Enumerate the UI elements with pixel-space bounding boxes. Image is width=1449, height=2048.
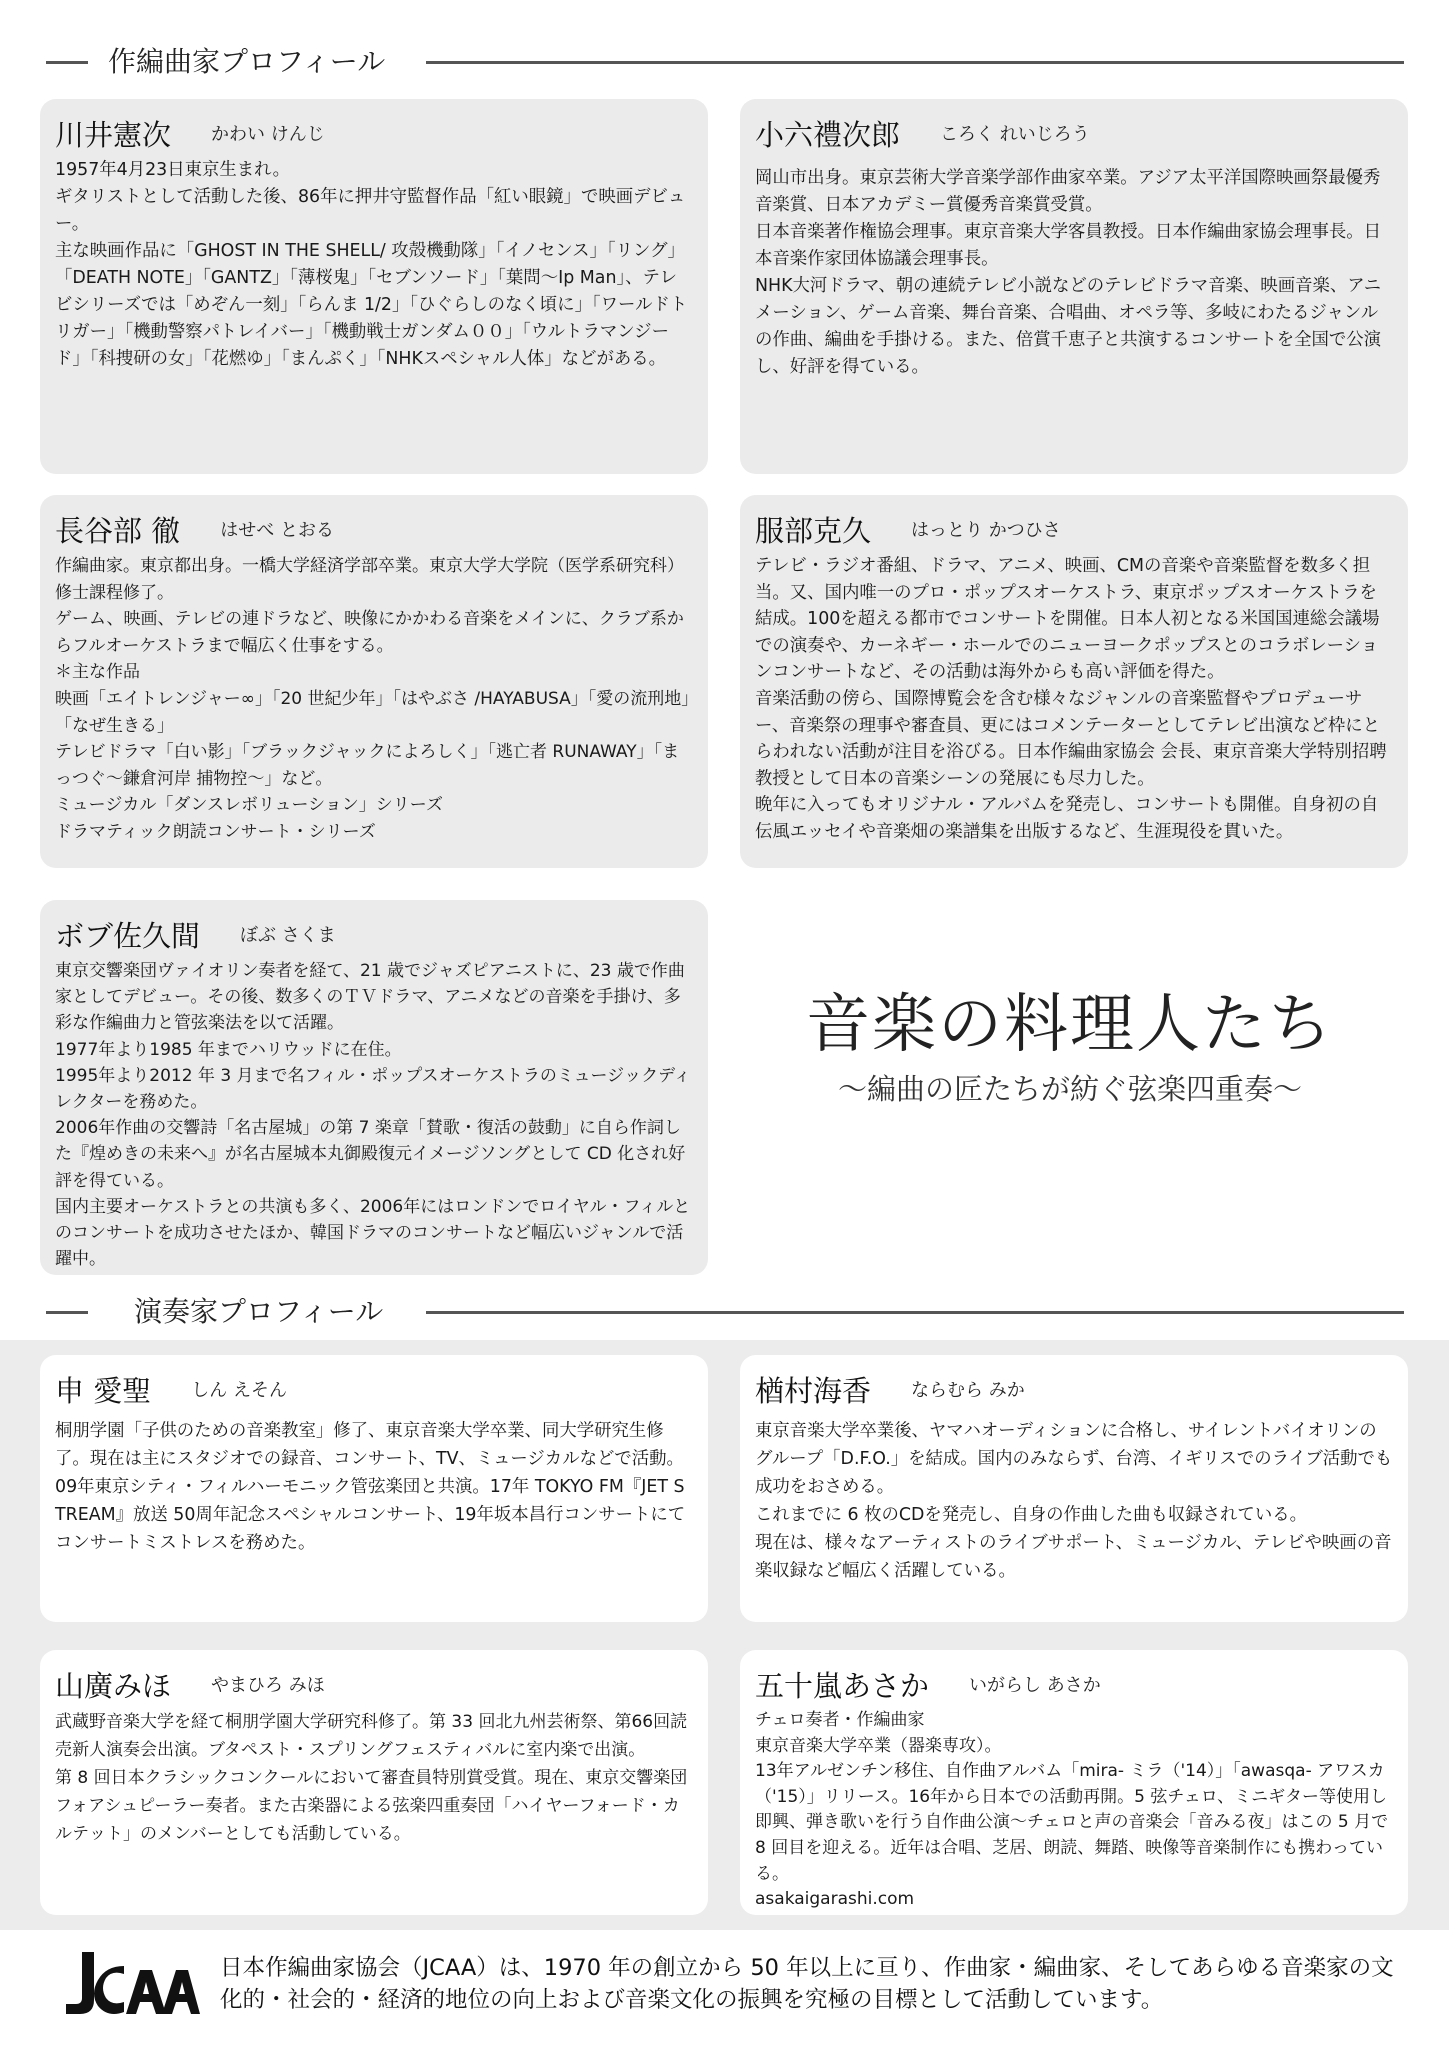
bio-paragraph: 東京音楽大学卒業後、ヤマハオーディションに合格し、サイレントバイオリンのグループ「D.F.O.」を結成。国内のみならず、台湾、イギリスでのライブ活動でも成功をおさめる。 <box>755 1421 1393 1497</box>
profile-name: ボブ佐久間 <box>55 919 201 953</box>
profile-kana: はっとり かつひさ <box>911 520 1061 541</box>
bio-paragraph: 1957年4月23日東京生まれ。 <box>55 160 291 180</box>
bio-paragraph: 第 8 回日本クラシックコンクールにおいて審査員特別賞受賞。現在、東京交響楽団フォアシュピーラー奏者。また古楽器による弦楽四重奏団「ハイヤーフォード・カルテット」のメンバーとしても活動している。 <box>55 1768 688 1844</box>
bio-paragraph: 現在は、様々なアーティストのライブサポート、ミュージカル、テレビや映画の音楽収録など幅広く活躍している。 <box>755 1533 1392 1581</box>
profile-name: 五十嵐あさか <box>755 1669 930 1703</box>
bio-paragraph: 主な映画作品に「GHOST IN THE SHELL/ 攻殻機動隊」「イノセンス」「リング」「DEATH NOTE」「GANTZ」「薄桜鬼」「セブンソード」「葉問〜Ip Man」、テレビシリーズでは「めぞん一刻」「らんま 1/2」「ひぐらしのなく頃に」「ワールドトリガー」「機動警察パトレイバー」「機動戦士ガンダム００」「ウルトラマンジード」「科捜研の女」「花燃ゆ」「まんぷく」「NHKスペシャル人体」などがある。 <box>55 241 688 369</box>
profile-bio <box>755 553 1394 846</box>
profile-kana: ぼぶ さくま <box>240 925 336 946</box>
bio-paragraph: 晩年に入ってもオリジナル・アルバムを発売し、コンサートも開催。自身初の自伝風エッセイや音楽畑の楽譜集を出版するなど、生涯現役を貫いた。 <box>755 795 1379 842</box>
profile-name: 服部克久 <box>755 514 872 548</box>
bio-paragraph: ドラマティック朗読コンサート・シリーズ <box>55 821 376 842</box>
profile-kana: かわい けんじ <box>211 124 325 145</box>
jcaa-logo <box>60 1948 200 2020</box>
profile-card-naramura <box>740 1355 1408 1622</box>
composers-section-header <box>46 42 1404 82</box>
profile-bio <box>55 157 694 373</box>
bio-paragraph: 1977年より1985 年までハリウッドに在住。 <box>55 1039 402 1060</box>
bio-paragraph: 岡山市出身。東京芸術大学音楽学部作曲家卒業。アジア太平洋国際映画祭最優秀音楽賞、日本アカデミー賞優秀音楽賞受賞。 <box>755 168 1381 215</box>
bio-paragraph: 国内主要オーケストラとの共演も多く、2006年にはロンドンでロイヤル・フィルとのコンサートを成功させたほか、韓国ドラマのコンサートなど幅広いジャンルで活躍中。 <box>55 1196 691 1270</box>
bio-paragraph: チェロ奏者・作編曲家 <box>755 1710 925 1730</box>
footer-description: 日本作編曲家協会（JCAA）は、1970 年の創立から 50 年以上に亘り、作曲家・編曲家、そしてあらゆる音楽家の文化的・社会的・経済的地位の向上および音楽文化の振興を究極の目標として活動しています。 <box>220 1955 1394 2013</box>
profile-card-hasebe <box>40 495 708 868</box>
profile-name: 小六禮次郎 <box>755 118 901 152</box>
bio-paragraph: 東京交響楽団ヴァイオリン奏者を経て、21 歳でジャズピアニストに、23 歳で作曲家としてデビュー。その後、数多くのＴＶドラマ、アニメなどの音楽を手掛け、多彩な作編曲力と管弦楽法を以て活躍。 <box>55 961 685 1034</box>
profile-kana: ならむら みか <box>911 1380 1025 1401</box>
profile-card-koroku <box>740 99 1408 474</box>
header-rule-left <box>46 61 88 64</box>
bio-paragraph: テレビ・ラジオ番組、ドラマ、アニメ、映画、CMの音楽や音楽監督を数多く担当。又、国内唯一のプロ・ポップスオーケストラ、東京ポップスオーケストラを結成。100を超える都市でコンサートを開催。日本人初となる米国国連総会議場での演奏や、カーネギー・ホールでのニューヨークポップスとのコラボレーションコンサートなど、その活動は海外からも高い評価を得た。 <box>755 556 1380 683</box>
bio-paragraph: 音楽活動の傍ら、国際博覧会を含む様々なジャンルの音楽監督やプロデューサー、音楽祭の理事や審査員、更にはコメンテーターとしてテレビ出演など枠にとらわれない活動が注目を浴びる。日本作編曲家協会 会長、東京音楽大学特別招聘教授として日本の音楽シーンの発展にも尽力した。 <box>755 688 1387 789</box>
profile-bio <box>755 1708 1394 1913</box>
bio-paragraph: ミュージカル「ダンスレボリューション」シリーズ <box>55 795 443 816</box>
profile-card-hattori <box>740 495 1408 868</box>
header-rule-left <box>46 1311 88 1314</box>
bio-paragraph: ギタリストとして活動した後、86年に押井守監督作品「紅い眼鏡」で映画デビュー。 <box>55 187 686 234</box>
header-rule-right <box>426 61 1404 64</box>
bio-paragraph: これまでに 6 枚のCDを発売し、自身の作曲した曲も収録されている。 <box>755 1505 1307 1525</box>
bio-paragraph: 映画「エイトレンジャー∞」「20 世紀少年」「はやぶさ /HAYABUSA」「愛の流刑地」「なぜ生きる」 <box>55 688 690 736</box>
profile-bio <box>55 1708 694 1848</box>
concert-title: 音楽の料理人たち <box>806 988 1334 1062</box>
bio-paragraph: 武蔵野音楽大学を経て桐朋学園大学研究科修了。第 33 回北九州芸術祭、第66回読売新人演奏会出演。ブタペスト・スプリングフェスティバルに室内楽で出演。 <box>55 1712 688 1760</box>
concert-subtitle: 〜編曲の匠たちが紡ぐ弦楽四重奏〜 <box>837 1072 1302 1106</box>
profile-card-kawai <box>40 99 708 474</box>
profile-kana: いがらし あさか <box>969 1675 1101 1696</box>
bio-paragraph: テレビドラマ「白い影」「ブラックジャックによろしく」「逃亡者 RUNAWAY」「まっつぐ〜鎌倉河岸 捕物控〜」など。 <box>55 742 680 789</box>
profile-bio <box>755 165 1394 381</box>
profile-name: 山廣みほ <box>55 1669 172 1703</box>
bio-paragraph: 桐朋学園「子供のための音楽教室」修了、東京音楽大学卒業、同大学研究生修了。現在は主にスタジオでの録音、コンサート、TV、ミュージカルなどで活動。09年東京シティ・フィルハーモニック管弦楽団と共演。17年 TOKYO FM『JET STREAM』放送 50周年記念スペシャルコンサート、19年坂本昌行コンサートにてコンサートミストレスを務めた。 <box>55 1421 686 1553</box>
bio-paragraph: 東京音楽大学卒業（器楽専攻）。 <box>755 1735 1002 1756</box>
composers-heading: 作編曲家プロフィール <box>108 45 386 78</box>
footer <box>0 1930 1449 2048</box>
profile-card-yamahiro <box>40 1650 708 1915</box>
bio-paragraph: 2006年作曲の交響詩「名古屋城」の第 7 楽章「賛歌・復活の鼓動」に自ら作詞した『煌めきの未来へ』が名古屋城本丸御殿復元イメージソングとして CD 化され好評を得ている。 <box>55 1118 686 1191</box>
bio-paragraph: 作編曲家。東京都出身。一橋大学経済学部卒業。東京大学大学院（医学系研究科）修士課程修了。 <box>55 556 684 603</box>
performers-heading: 演奏家プロフィール <box>134 1295 384 1328</box>
profile-bio <box>755 1417 1394 1585</box>
profile-name: 楢村海香 <box>755 1374 872 1408</box>
profile-name: 長谷部 徹 <box>55 514 181 548</box>
profile-kana: ころく れいじろう <box>940 124 1090 145</box>
profile-bio <box>55 553 694 846</box>
profile-card-igarashi <box>740 1650 1408 1915</box>
profile-bio <box>55 1417 694 1557</box>
concert-title-block <box>740 985 1400 1109</box>
header-rule-right <box>426 1311 1404 1314</box>
bio-paragraph: 1995年より2012 年 3 月まで名フィル・ポップスオーケストラのミュージックディレクターを務めた。 <box>55 1065 691 1113</box>
website-link: asakaigarashi.com <box>755 1889 915 1910</box>
profile-name: 川井憲次 <box>55 118 172 152</box>
bio-paragraph: ＊主な作品 <box>55 662 140 683</box>
bio-paragraph: NHK大河ドラマ、朝の連続テレビ小説などのテレビドラマ音楽、映画音楽、アニメーション、ゲーム音楽、舞台音楽、合唱曲、オペラ等、多岐にわたるジャンルの作曲、編曲を手掛ける。また、倍賞千恵子と共演するコンサートを全国で公演し、好評を得ている。 <box>755 276 1382 377</box>
profile-bio <box>55 958 694 1272</box>
profile-kana: しん えそん <box>191 1380 287 1401</box>
performers-section-header <box>46 1292 1404 1332</box>
bio-paragraph: 日本音楽著作権協会理事。東京音楽大学客員教授。日本作編曲家協会理事長。日本音楽作家団体協議会理事長。 <box>755 222 1382 269</box>
bio-paragraph: 13年アルゼンチン移住、自作曲アルバム「mira- ミラ（'14）」「awasqa- アワスカ（'15）」リリース。16年から日本での活動再開。5 弦チェロ、ミニギター等使用し即興、弾き歌いを行う自作曲公演〜チェロと声の音楽会「音みる夜」はこの 5 月で 8 回目を迎える。近年は合唱、芝居、朗読、舞踏、映像等音楽制作にも携わっている。 <box>755 1761 1389 1884</box>
profile-kana: はせべ とおる <box>220 520 334 541</box>
profile-kana: やまひろ みほ <box>211 1675 325 1696</box>
bio-paragraph: ゲーム、映画、テレビの連ドラなど、映像にかかわる音楽をメインに、クラブ系からフルオーケストラまで幅広く仕事をする。 <box>55 609 684 656</box>
profile-card-shin <box>40 1355 708 1622</box>
profile-card-sakuma <box>40 900 708 1275</box>
profile-name: 申 愛聖 <box>55 1374 152 1408</box>
